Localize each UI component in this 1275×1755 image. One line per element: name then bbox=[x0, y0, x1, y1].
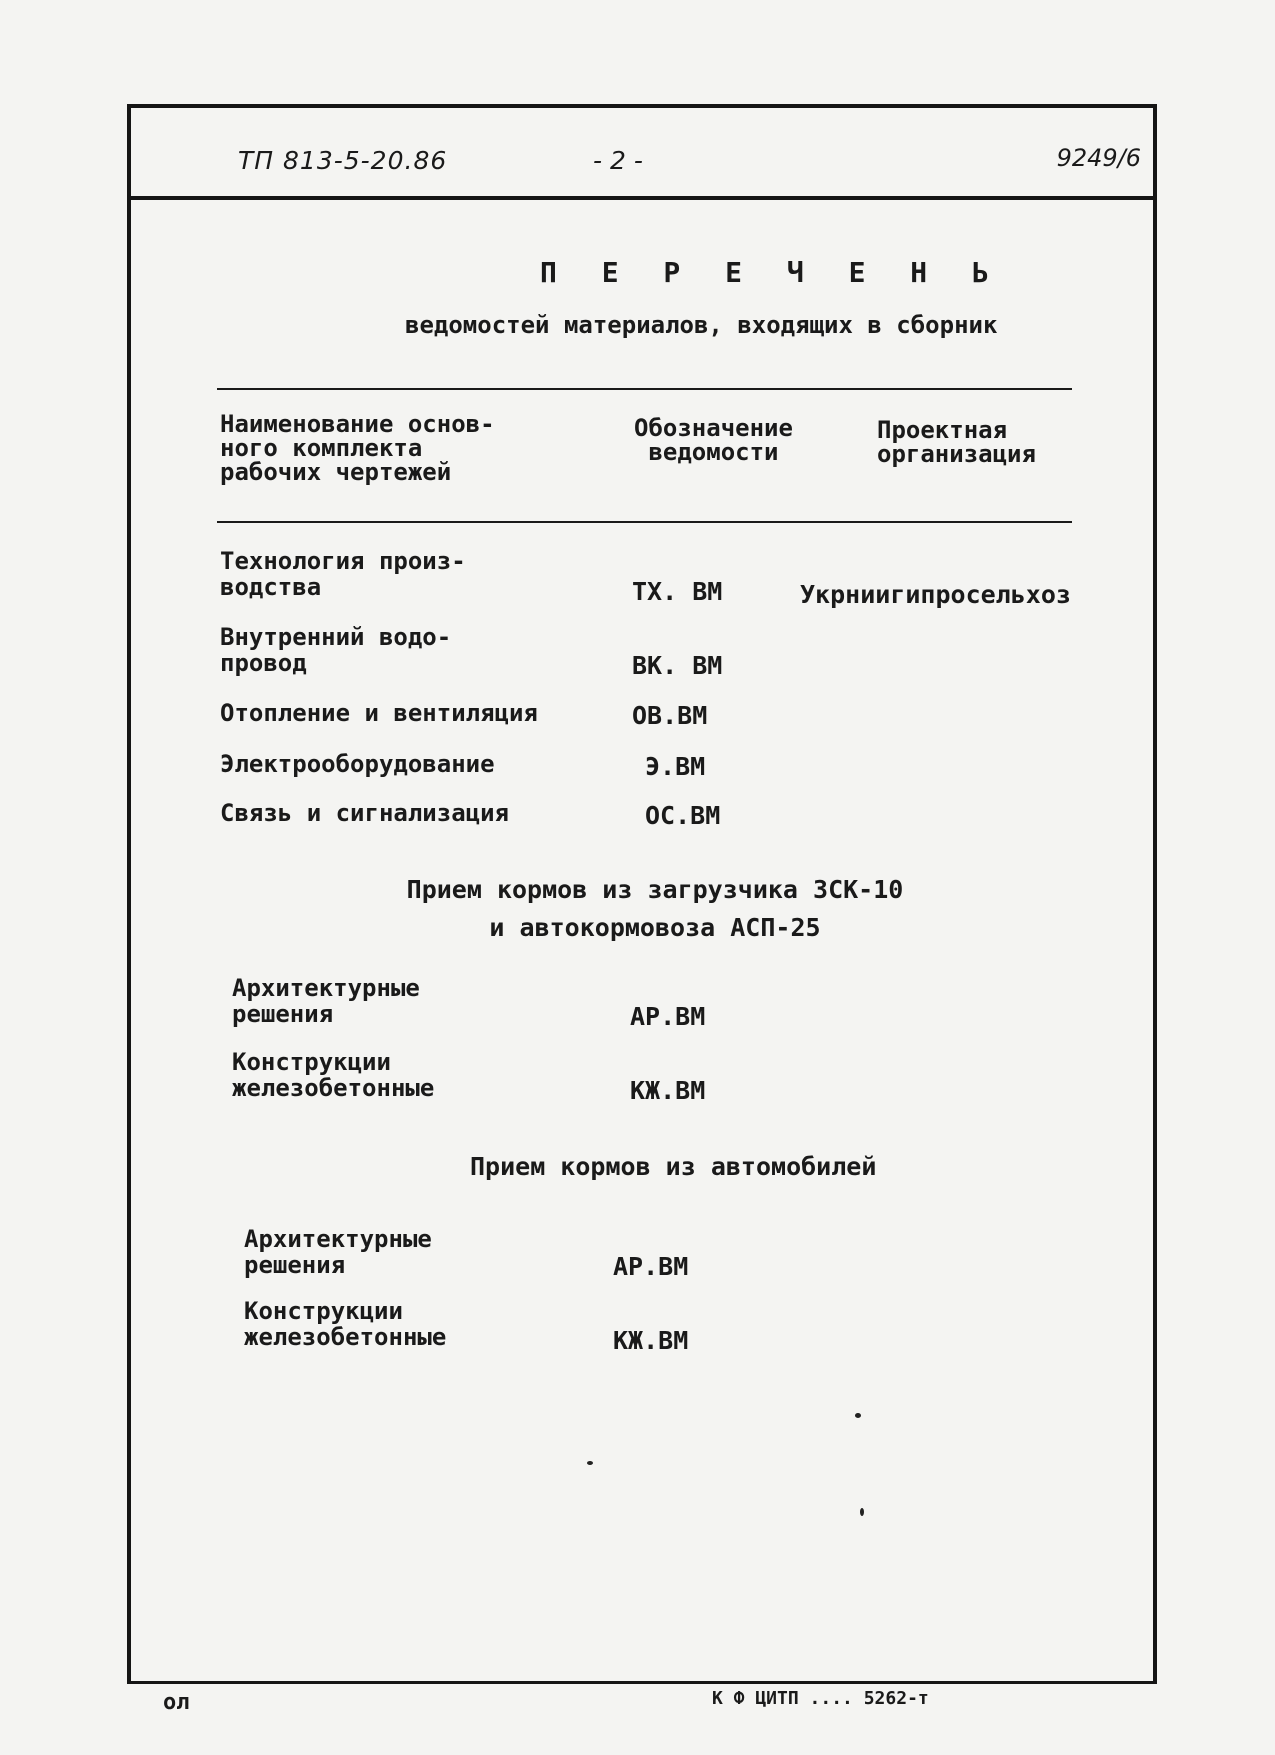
row-code-electrical: Э.ВМ bbox=[645, 752, 706, 781]
section2-row-code-arch: АР.ВМ bbox=[613, 1252, 689, 1281]
row-code-water: ВК. ВМ bbox=[632, 651, 723, 680]
row-code-comms: ОС.ВМ bbox=[645, 801, 721, 830]
document-subtitle: ведомостей материалов, входящих в сборник bbox=[405, 311, 998, 339]
row-code-heating: ОВ.ВМ bbox=[632, 701, 708, 730]
page-number: - 2 - bbox=[593, 146, 643, 175]
section2-title: Прием кормов из автомобилей bbox=[470, 1152, 877, 1181]
table-top-rule bbox=[217, 388, 1072, 390]
row-name-electrical: Электрооборудование bbox=[220, 750, 495, 778]
section2-row-code-concrete: КЖ.ВМ bbox=[613, 1326, 689, 1355]
row-org-technology: Укрниигипросельхоз bbox=[800, 580, 1071, 609]
registry-number: 9249/6 bbox=[1056, 144, 1141, 172]
section1-row-code-concrete: КЖ.ВМ bbox=[630, 1076, 706, 1105]
section1-row-code-arch: АР.ВМ bbox=[630, 1002, 706, 1031]
section1-title: Прием кормов из загрузчика ЗСК-10 и автокормовоза АСП-25 bbox=[406, 875, 904, 942]
footer-stamp: К Ф ЦИТП .... 5262-т bbox=[712, 1688, 929, 1709]
footer-left-mark: ол bbox=[163, 1690, 190, 1715]
section2-row-name-arch: Архитектурные решения bbox=[244, 1225, 432, 1279]
row-name-water: Внутренний водо- провод bbox=[220, 623, 452, 677]
scan-speck bbox=[855, 1413, 861, 1418]
row-name-comms: Связь и сигнализация bbox=[220, 799, 509, 827]
col-header-name: Наименование основ- ного комплекта рабочих чертежей bbox=[220, 410, 495, 486]
section2-row-name-concrete: Конструкции железобетонные bbox=[244, 1297, 447, 1351]
scan-speck bbox=[860, 1508, 864, 1516]
col-header-organization: Проектная организация bbox=[877, 416, 1036, 468]
section1-row-name-concrete: Конструкции железобетонные bbox=[232, 1048, 435, 1102]
table-header-rule bbox=[217, 521, 1072, 523]
row-code-technology: ТХ. ВМ bbox=[632, 577, 723, 606]
doc-code: ТП 813-5-20.86 bbox=[238, 146, 448, 175]
document-title: П Е Р Е Ч Е Н Ь bbox=[540, 256, 1003, 289]
header-bar bbox=[131, 108, 1153, 200]
row-name-technology: Технология произ- водства bbox=[220, 547, 466, 601]
section1-row-name-arch: Архитектурные решения bbox=[232, 974, 420, 1028]
row-name-heating: Отопление и вентиляция bbox=[220, 699, 538, 727]
scan-speck bbox=[587, 1461, 593, 1465]
col-header-designation: Обозначение ведомости bbox=[634, 414, 793, 466]
